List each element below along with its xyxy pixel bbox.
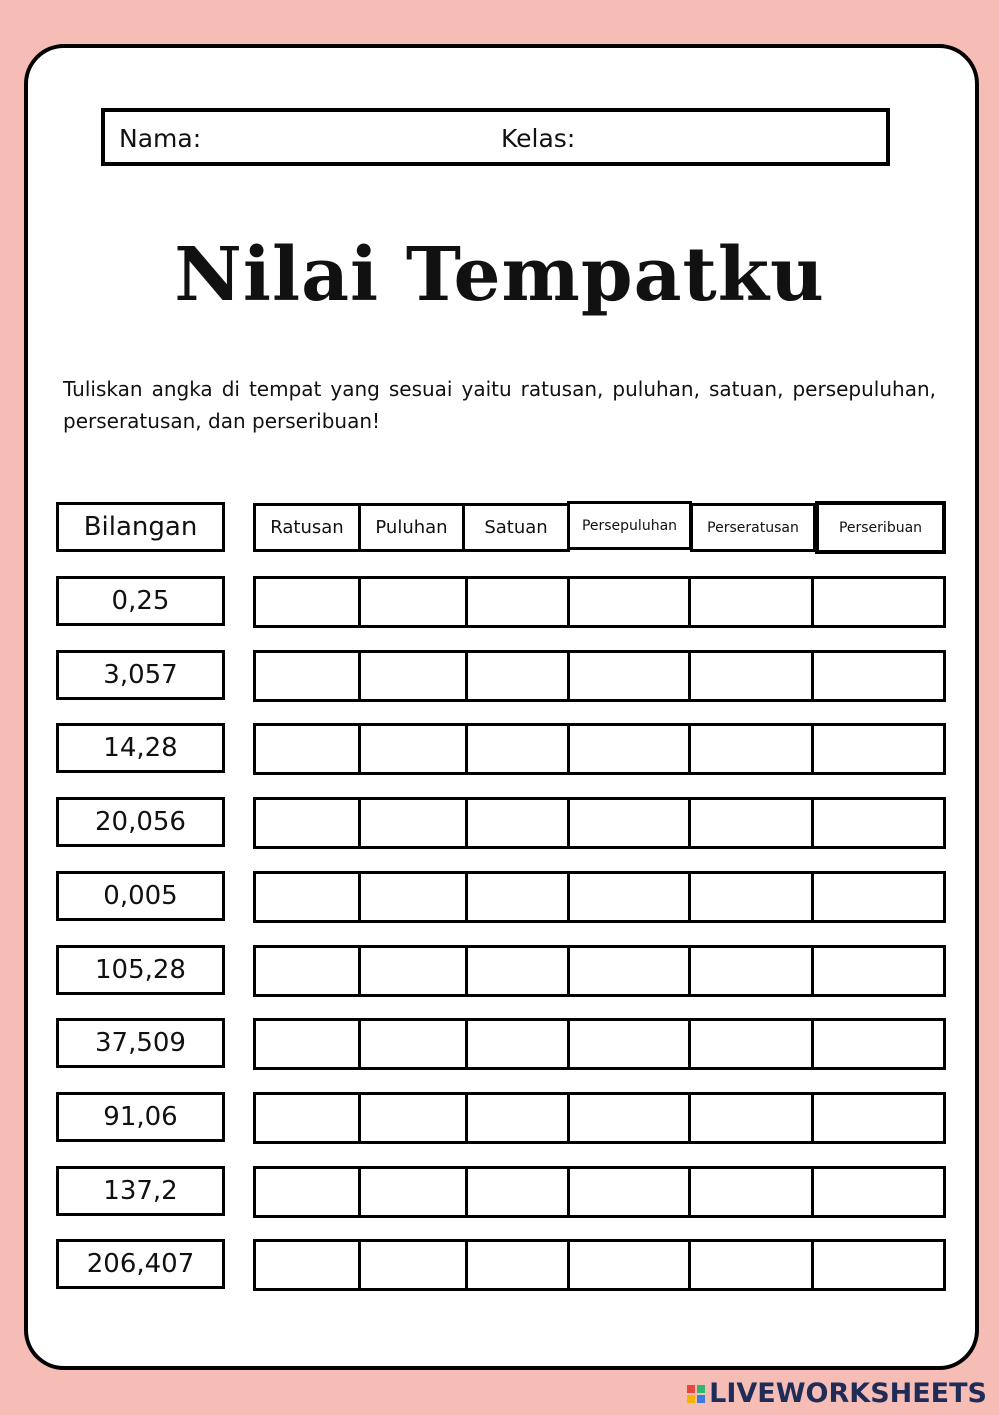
answer-cell-perseratusan[interactable] — [688, 797, 814, 849]
answer-cell-ratusan[interactable] — [253, 871, 361, 923]
answer-cell-persepuluhan[interactable] — [567, 1092, 691, 1144]
class-label: Kelas: — [501, 124, 576, 153]
answer-cell-ratusan[interactable] — [253, 945, 361, 997]
answer-cell-puluhan[interactable] — [358, 797, 468, 849]
number-label: 0,005 — [56, 871, 225, 921]
liveworksheets-logo-icon — [687, 1385, 705, 1403]
name-label: Nama: — [119, 124, 202, 153]
answer-cell-perseratusan[interactable] — [688, 576, 814, 628]
header-bilangan: Bilangan — [56, 502, 225, 552]
number-label: 0,25 — [56, 576, 225, 626]
number-label: 91,06 — [56, 1092, 225, 1142]
answer-cell-satuan[interactable] — [465, 871, 570, 923]
answer-cell-ratusan[interactable] — [253, 1018, 361, 1070]
answer-cell-perseratusan[interactable] — [688, 945, 814, 997]
answer-cell-satuan[interactable] — [465, 576, 570, 628]
answer-cell-perseratusan[interactable] — [688, 1239, 814, 1291]
answer-cell-persepuluhan[interactable] — [567, 1239, 691, 1291]
answer-cell-ratusan[interactable] — [253, 650, 361, 702]
answer-cell-satuan[interactable] — [465, 1166, 570, 1218]
answer-cell-perseratusan[interactable] — [688, 650, 814, 702]
answer-cell-satuan[interactable] — [465, 723, 570, 775]
answer-cell-persepuluhan[interactable] — [567, 1018, 691, 1070]
answer-cell-puluhan[interactable] — [358, 1092, 468, 1144]
answer-cell-ratusan[interactable] — [253, 1239, 361, 1291]
answer-cell-puluhan[interactable] — [358, 945, 468, 997]
number-label: 105,28 — [56, 945, 225, 995]
watermark-text: LIVEWORKSHEETS — [709, 1378, 987, 1409]
answer-cell-ratusan[interactable] — [253, 1166, 361, 1218]
answer-cell-puluhan[interactable] — [358, 1239, 468, 1291]
answer-cell-satuan[interactable] — [465, 945, 570, 997]
answer-cell-puluhan[interactable] — [358, 723, 468, 775]
number-label: 20,056 — [56, 797, 225, 847]
answer-cell-perseribuan[interactable] — [811, 797, 946, 849]
answer-cell-perseribuan[interactable] — [811, 723, 946, 775]
answer-cell-perseratusan[interactable] — [688, 1018, 814, 1070]
answer-cell-puluhan[interactable] — [358, 1018, 468, 1070]
answer-cell-puluhan[interactable] — [358, 871, 468, 923]
answer-cell-perseribuan[interactable] — [811, 1018, 946, 1070]
liveworksheets-watermark — [687, 1378, 987, 1409]
answer-cell-perseratusan[interactable] — [688, 1092, 814, 1144]
answer-cell-puluhan[interactable] — [358, 576, 468, 628]
answer-cell-perseribuan[interactable] — [811, 871, 946, 923]
answer-cell-perseribuan[interactable] — [811, 1166, 946, 1218]
answer-cell-ratusan[interactable] — [253, 1092, 361, 1144]
answer-cell-perseribuan[interactable] — [811, 1092, 946, 1144]
answer-cell-perseribuan[interactable] — [811, 650, 946, 702]
answer-cell-persepuluhan[interactable] — [567, 723, 691, 775]
answer-cell-perseribuan[interactable] — [811, 1239, 946, 1291]
answer-cell-puluhan[interactable] — [358, 650, 468, 702]
number-label: 37,509 — [56, 1018, 225, 1068]
answer-cell-persepuluhan[interactable] — [567, 871, 691, 923]
header-persepuluhan: Persepuluhan — [567, 501, 692, 550]
header-perseratusan: Perseratusan — [690, 503, 816, 552]
answer-cell-satuan[interactable] — [465, 797, 570, 849]
answer-cell-perseratusan[interactable] — [688, 1166, 814, 1218]
number-label: 137,2 — [56, 1166, 225, 1216]
answer-cell-persepuluhan[interactable] — [567, 650, 691, 702]
student-info-box — [101, 108, 890, 166]
answer-cell-persepuluhan[interactable] — [567, 945, 691, 997]
answer-cell-ratusan[interactable] — [253, 723, 361, 775]
number-label: 3,057 — [56, 650, 225, 700]
answer-cell-persepuluhan[interactable] — [567, 797, 691, 849]
answer-cell-perseratusan[interactable] — [688, 723, 814, 775]
header-puluhan: Puluhan — [358, 503, 465, 552]
answer-cell-puluhan[interactable] — [358, 1166, 468, 1218]
answer-cell-satuan[interactable] — [465, 1239, 570, 1291]
answer-cell-satuan[interactable] — [465, 1092, 570, 1144]
answer-cell-perseribuan[interactable] — [811, 945, 946, 997]
header-ratusan: Ratusan — [253, 503, 361, 552]
number-label: 206,407 — [56, 1239, 225, 1289]
answer-cell-ratusan[interactable] — [253, 576, 361, 628]
answer-cell-ratusan[interactable] — [253, 797, 361, 849]
answer-cell-perseribuan[interactable] — [811, 576, 946, 628]
page-title: Nilai Tempatku — [174, 232, 825, 318]
number-label: 14,28 — [56, 723, 225, 773]
header-perseribuan: Perseribuan — [815, 501, 946, 554]
answer-cell-perseratusan[interactable] — [688, 871, 814, 923]
answer-cell-persepuluhan[interactable] — [567, 576, 691, 628]
answer-cell-persepuluhan[interactable] — [567, 1166, 691, 1218]
instructions: Tuliskan angka di tempat yang sesuai yaitu ratusan, puluhan, satuan, persepuluhan, perseratusan, dan perseribuan! — [63, 377, 936, 433]
answer-cell-satuan[interactable] — [465, 1018, 570, 1070]
answer-cell-satuan[interactable] — [465, 650, 570, 702]
header-satuan: Satuan — [462, 503, 570, 552]
